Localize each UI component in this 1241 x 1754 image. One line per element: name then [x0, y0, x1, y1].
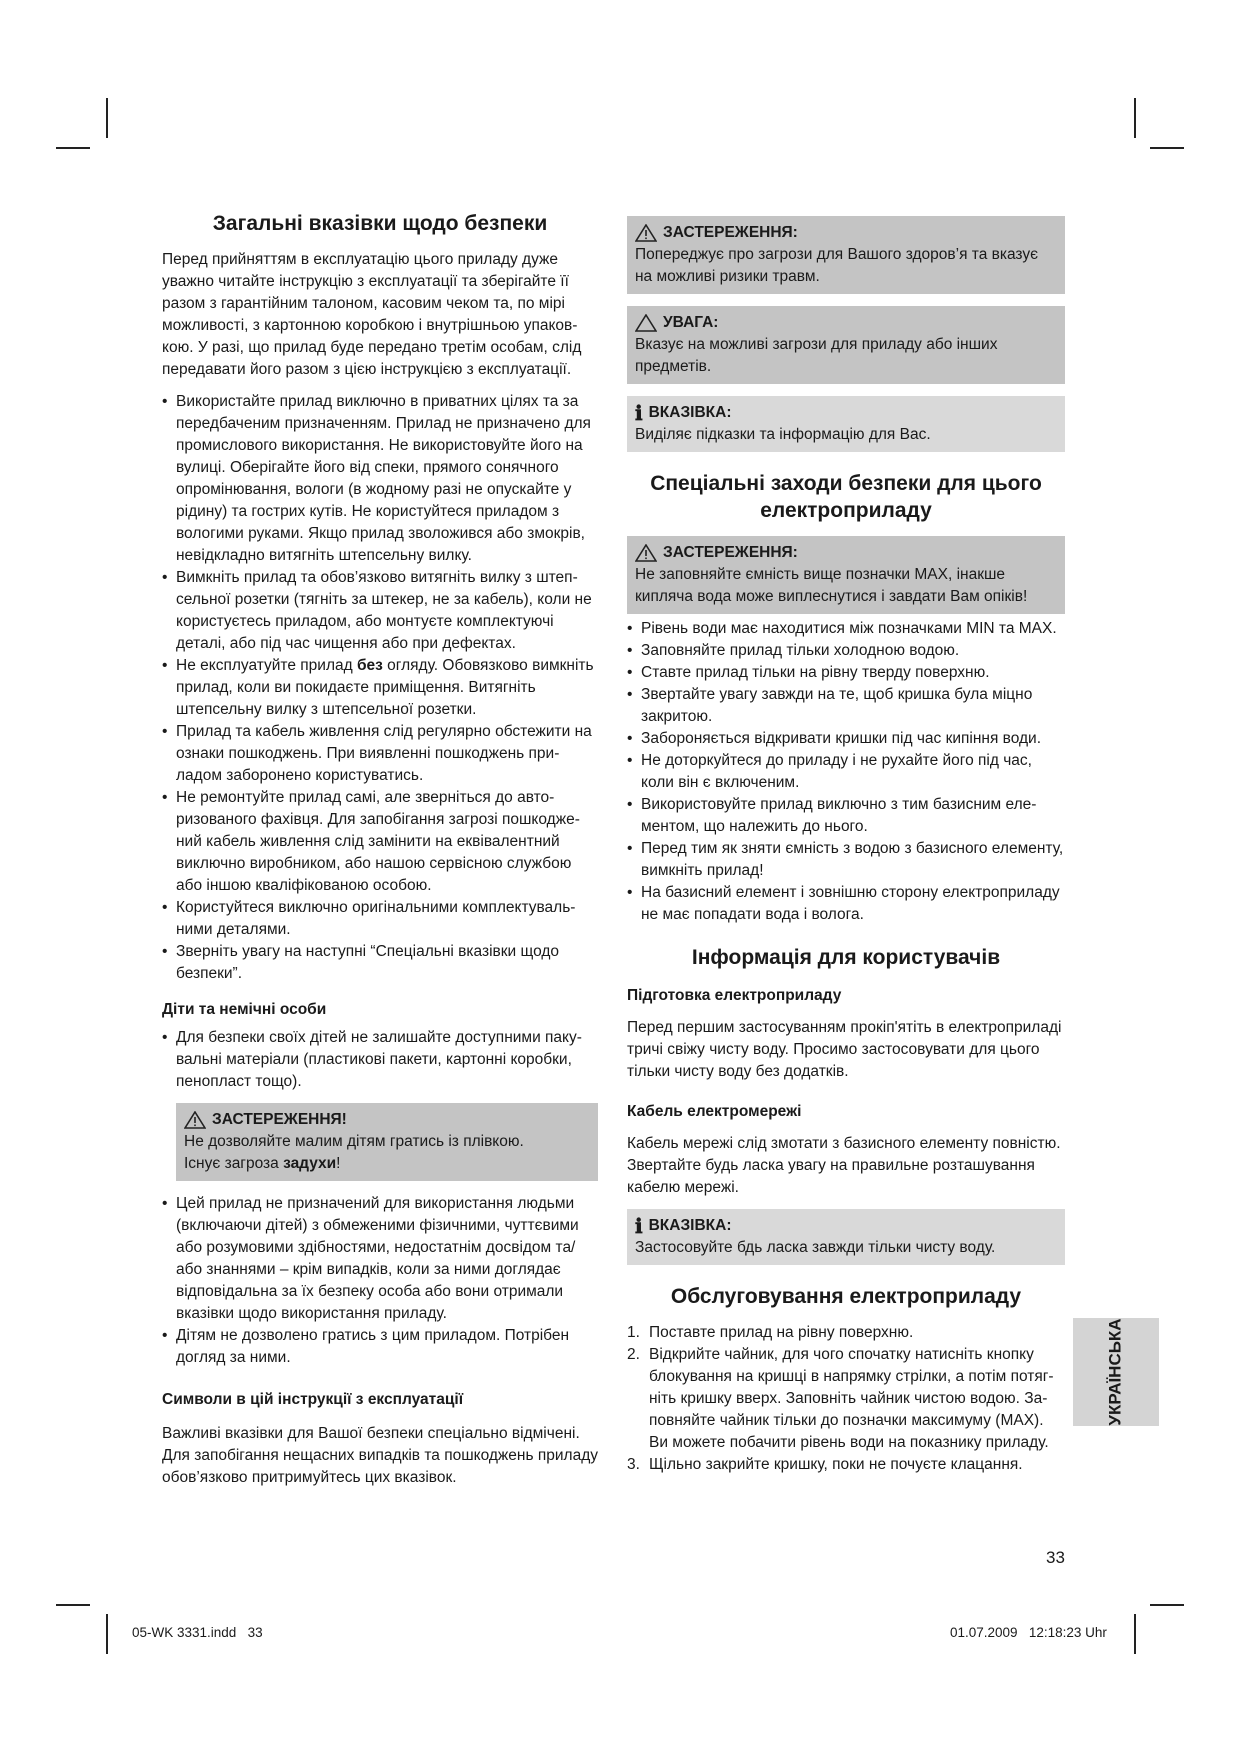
legend-warning-box — [627, 216, 1065, 294]
symbols-text: Важливі вказівки для Вашої безпеки спеціально відмічені. Для запобігання нещасних випадків та пошкоджень приладу обов’язково притримуйтесь цих вказівок. — [162, 1425, 598, 1486]
crop-mark — [56, 147, 90, 149]
list-item: • Не доторкуйтеся до приладу і не рухайте його під час, коли він є включеним. — [627, 752, 1032, 791]
crop-mark — [56, 1604, 90, 1606]
list-item: • Вимкніть прилад та обов’язково витягніть вилку з штепсельної розетки (тягніть за штекер, не за кабель), коли не користуєтесь приладом, або монтуєте комплектуючі деталі, або під час чищення або при дефектах. — [162, 569, 592, 652]
info-icon: ℹ — [635, 1214, 643, 1238]
cable-text: Кабель мережі слід змотати з базисного елементу повністю. Звертайте будь ласка увагу на правильне розташування кабелю мережі. — [627, 1135, 1061, 1196]
box-title: ЗАСТЕРЕЖЕННЯ: — [663, 544, 798, 561]
cable-heading: Кабель електромережі — [627, 1103, 802, 1120]
special-safety-title: Спеціальні заходи безпеки для цього електроприладу — [650, 472, 1042, 522]
footer-file: 05-WK 3331.indd 33 — [132, 1625, 263, 1640]
legend-caution-box — [627, 306, 1065, 384]
list-item: • Зверніть увагу на наступні “Спеціальні вказівки щодо безпеки”. — [162, 943, 560, 982]
page-number: 33 — [1046, 1548, 1065, 1567]
box-text: Виділяє підказки та інформацію для Вас. — [635, 426, 931, 443]
language-tab-label: УКРАЇНСЬКА — [1106, 1318, 1126, 1426]
box-title: УВАГА: — [663, 314, 719, 331]
left-column — [162, 210, 598, 1499]
box-text: Застосовуйте бдь ласка завжди тільки чисту воду. — [635, 1239, 996, 1256]
list-item: • Використовуйте прилад виключно з тим базисним елементом, що належить до нього. — [627, 796, 1037, 835]
children-list-2 — [162, 1193, 598, 1369]
info-icon: ℹ — [635, 401, 643, 425]
user-info-title: Інформація для користувачів — [691, 946, 1001, 969]
prep-heading: Підготовка електроприладу — [627, 987, 842, 1004]
list-item: 2. Відкрийте чайник, для чого спочатку натисніть кнопку блокування на кришці в напрямку стрілки, а потім потягніть кришку вверх. Заповніть чайник чистою водою. Заповняйте чайник тільки до позначки максимуму (MAX). Ви можете побачити рівень води на показнику приладу. — [627, 1346, 1054, 1451]
list-item: • На базисний елемент і зовнішню сторону електроприладу не має попадати вода і волога. — [627, 884, 1060, 923]
warning-triangle-icon — [635, 224, 657, 242]
list-item: • Ставте прилад тільки на рівну тверду поверхню. — [627, 664, 990, 681]
children-warning-box — [176, 1103, 598, 1181]
warning-triangle-icon — [635, 544, 657, 562]
list-item: • Користуйтеся виключно оригінальними комплектувальними деталями. — [162, 899, 576, 938]
footer-date: 01.07.2009 12:18:23 Uhr — [950, 1625, 1107, 1640]
crop-mark — [1150, 147, 1184, 149]
children-heading: Діти та немічні особи — [162, 1001, 327, 1018]
safety-bullet-list — [162, 391, 598, 985]
safety-intro: Перед прийняттям в експлуатацію цього приладу дуже уважно читайте інструкцію з експлуатації та зберігайте її разом з гарантійним талоном, касовим чеком та, по мірі можливості, з картонною коробкою і внутрішньою упаковкою. У разі, що прилад буде передано третім особам, слід передавати його разом з цією інструкцією з експлуатації. — [162, 251, 582, 378]
warning-title: ЗАСТЕРЕЖЕННЯ! — [184, 1109, 590, 1131]
caution-triangle-icon — [635, 314, 657, 332]
list-item: • Заповняйте прилад тільки холодною водою. — [627, 642, 960, 659]
safety-title: Загальні вказівки щодо безпеки — [212, 212, 548, 235]
box-title: ВКАЗІВКА: — [648, 1217, 732, 1234]
note-box — [627, 1209, 1065, 1265]
list-item: • Використайте прилад виключно в приватних цілях та за передбаченим призначенням. Прилад не призначено для промислового використання. Не використовуйте його на вулиці. Оберігайте його від спеки, прямого сонячного опромінювання, вологи (в жодному разі не опускайте у рідину) та гострих кутів. Не користуйтеся приладом з вологими руками. Якщо прилад зволожився або змокрів, невідкладно витягніть штепсельну вилку. — [162, 393, 591, 564]
crop-mark — [106, 1614, 108, 1654]
box-text: Не заповняйте ємність вище позначки MAX, інакше кипляча вода може виплеснутися і завдати Вам опіків! — [635, 566, 1028, 605]
language-tab — [1073, 1318, 1159, 1426]
special-bullet-list — [627, 618, 1065, 926]
legend-note-box — [627, 396, 1065, 452]
list-item: • Звертайте увагу завжди на те, щоб кришка була міцно закритою. — [627, 686, 1033, 725]
symbols-heading: Символи в цій інструкції з експлуатації — [162, 1391, 464, 1408]
warning-text: Існує загроза задухи! — [184, 1155, 341, 1172]
list-item: • Не експлуатуйте прилад без огляду. Обовязково вимкніть прилад, коли ви покидаєте приміщення. Витягніть штепсельну вилку з штепсельної розетки. — [162, 657, 594, 718]
list-item: 3. Щільно закрийте кришку, поки не почуєте клацання. — [627, 1456, 1023, 1473]
list-item: • Забороняється відкривати кришки під час кипіння води. — [627, 730, 1042, 747]
list-item: • Рівень води має находитися між позначками MIN та MAX. — [627, 620, 1057, 637]
list-item: • Для безпеки своїх дітей не залишайте доступними пакувальні матеріали (пластикові пакети, картонні коробки, пенопласт тощо). — [162, 1029, 582, 1090]
children-list-1 — [162, 1027, 598, 1093]
box-text: Попереджує про загрози для Вашого здоров’я та вказує на можливі ризики травм. — [635, 246, 1039, 285]
service-steps — [627, 1322, 1065, 1476]
crop-mark — [1150, 1604, 1184, 1606]
box-title: ВКАЗІВКА: — [648, 404, 732, 421]
list-item: • Дітям не дозволено гратись з цим приладом. Потрібен догляд за ними. — [162, 1327, 570, 1366]
list-item: • Прилад та кабель живлення слід регулярно обстежити на ознаки пошкоджень. При виявленні пошкоджень приладом заборонено користуватись. — [162, 723, 592, 784]
right-column — [627, 216, 1065, 1486]
box-title: ЗАСТЕРЕЖЕННЯ: — [663, 224, 798, 241]
box-text: Вказує на можливі загрози для приладу або інших предметів. — [635, 336, 998, 375]
list-item: • Не ремонтуйте прилад самі, але зверніться до авторизованого фахівця. Для запобігання загрозі пошкоджений кабель живлення слід замінити на еквівалентний виключно виробником, або нашою сервісною службою або іншою кваліфікованою особою. — [162, 789, 580, 894]
crop-mark — [1134, 1614, 1136, 1654]
prep-text: Перед першим застосуванням прокіп'ятіть в електроприладі тричі свіжу чисту воду. Просимо застосовувати для цього тільки чисту воду без додатків. — [627, 1019, 1062, 1080]
list-item: • Цей прилад не призначений для використання людьми (включаючи дітей) з обмеженими фізичними, чуттєвими або розумовими здібностями, недостатнім досвідом та/ або знаннями – крім випадків, коли за ними доглядає відповідальна за їх безпеку особа або вони отримали вказівки щодо використання приладу. — [162, 1195, 579, 1322]
service-title: Обслуговування електроприладу — [670, 1285, 1022, 1308]
special-warning-box — [627, 536, 1065, 614]
warning-text: Не дозволяйте малим дітям гратись із плівкою. — [184, 1133, 524, 1150]
crop-mark — [1134, 98, 1136, 138]
warning-triangle-icon — [184, 1111, 206, 1129]
crop-mark — [106, 98, 108, 138]
list-item: • Перед тим як зняти ємність з водою з базисного елементу, вимкніть прилад! — [627, 840, 1064, 879]
list-item: 1. Поставте прилад на рівну поверхню. — [627, 1324, 914, 1341]
